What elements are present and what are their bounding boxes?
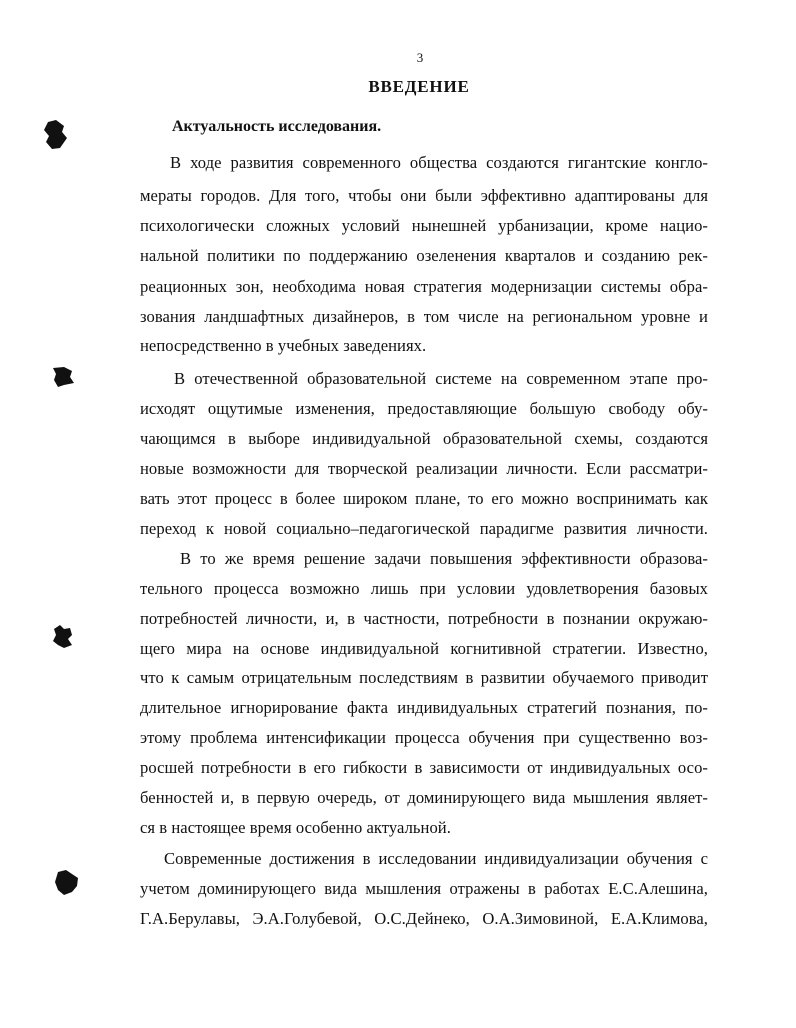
text-line: психологически сложных условий нынешней урбанизации, кроме нацио-: [140, 216, 708, 235]
scan-smudge: [52, 868, 82, 898]
scan-smudge: [50, 623, 76, 653]
text-line: потребностей личности, и, в частности, потребности в познании окружаю-: [140, 609, 708, 628]
text-line: что к самым отрицательным последствиям в развитии обучаемого приводит: [140, 668, 708, 687]
text-line: В то же время решение задачи повышения эффективности образова-: [180, 549, 708, 568]
text-line: В отечественной образовательной системе на современном этапе про-: [174, 369, 708, 388]
text-line: переход к новой социально–педагогической парадигме развития личности.: [140, 519, 708, 538]
section-title: ВВЕДЕНИЕ: [368, 77, 470, 96]
text-line: этому проблема интенсификации процесса обучения при существенно воз-: [140, 728, 708, 747]
text-line: росшей потребности в его гибкости в зависимости от индивидуальных осо-: [140, 758, 708, 777]
text-line: учетом доминирующего вида мышления отражены в работах Е.С.Алешина,: [140, 879, 708, 898]
text-line: вать этот процесс в более широком плане, то его можно воспринимать как: [140, 489, 708, 508]
page-number: 3: [416, 50, 424, 65]
section-subtitle: Актуальность исследования.: [172, 118, 382, 135]
text-line: ся в настоящее время особенно актуальной.: [140, 818, 451, 837]
text-line: тельного процесса возможно лишь при условии удовлетворения базовых: [140, 579, 708, 598]
text-line: щего мира на основе индивидуальной когнитивной стратегии. Известно,: [140, 639, 708, 658]
text-line: длительное игнорирование факта индивидуальных стратегий познания, по-: [140, 698, 708, 717]
text-line: исходят ощутимые изменения, предоставляющие большую свободу обу-: [140, 399, 708, 418]
text-line: непосредственно в учебных заведениях.: [140, 336, 427, 355]
scan-smudge: [50, 365, 76, 389]
text-line: Современные достижения в исследовании индивидуализации обучения с: [164, 849, 708, 868]
text-line: Г.А.Берулавы, Э.А.Голубевой, О.С.Дейнеко, О.А.Зимовиной, Е.А.Климова,: [140, 909, 708, 928]
text-line: чающимся в выборе индивидуальной образовательной схемы, создаются: [140, 429, 708, 448]
text-line: зования ландшафтных дизайнеров, в том числе на региональном уровне и: [140, 307, 708, 326]
text-line: В ходе развития современного общества создаются гигантские конгло-: [170, 153, 708, 172]
text-line: нальной политики по поддержанию озеленения кварталов и созданию рек-: [140, 246, 708, 265]
text-line: новые возможности для творческой реализации личности. Если рассматри-: [140, 459, 708, 478]
text-line: мераты городов. Для того, чтобы они были эффективно адаптированы для: [140, 186, 708, 205]
text-line: реационных зон, необходима новая стратегия модернизации системы обра-: [140, 277, 708, 296]
scan-smudge: [40, 118, 70, 152]
text-line: бенностей и, в первую очередь, от доминирующего вида мышления являет-: [140, 788, 708, 807]
